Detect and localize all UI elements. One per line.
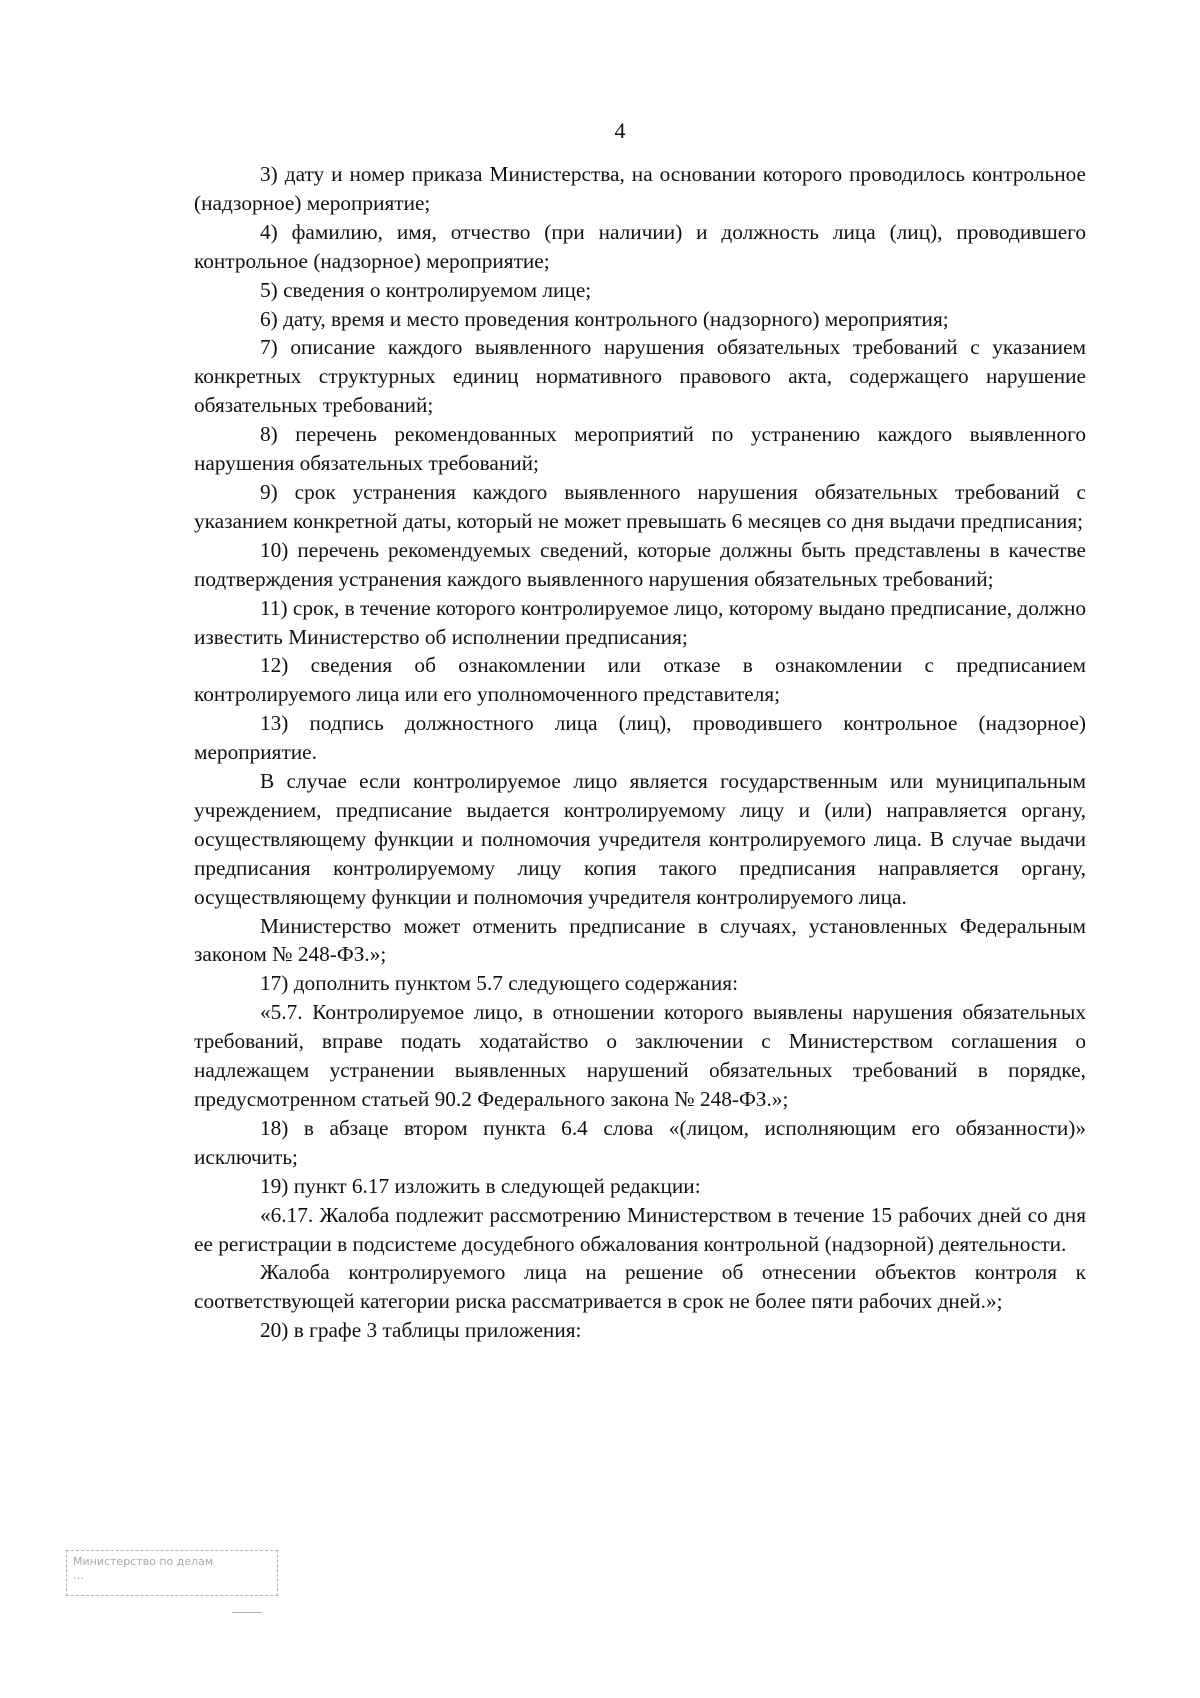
stamp-text-2: … bbox=[73, 1569, 84, 1582]
paragraph-amendment-19: 19) пункт 6.17 изложить в следующей редакции: bbox=[260, 1173, 701, 1198]
paragraph-item-12: 12) сведения об ознакомлении или отказе в ознакомлении с предписанием контролируемого лица или его уполномоченного представителя; bbox=[194, 653, 1086, 707]
paragraph-clause-5-7: «5.7. Контролируемое лицо, в отношении которого выявлены нарушения обязательных требований, вправе подать ходатайство о заключении с Министерством соглашения о надлежащем устранении выявленных нарушений обязательных требований в порядке, предусмотренном статьей 90.2 Федерального закона № 248-ФЗ.»; bbox=[194, 1000, 1086, 1111]
paragraph-item-13: 13) подпись должностного лица (лиц), проводившего контрольное (надзорное) мероприятие. bbox=[194, 711, 1086, 765]
paragraph-item-11: 11) срок, в течение которого контролируемое лицо, которому выдано предписание, должно известить Министерство об исполнении предписания; bbox=[194, 595, 1086, 649]
paragraph-complaint-risk: Жалоба контролируемого лица на решение об отнесении объектов контроля к соответствующей категории риска рассматривается в срок не более пяти рабочих дней.»; bbox=[194, 1260, 1086, 1314]
paragraph-item-3: 3) дату и номер приказа Министерства, на основании которого проводилось контрольное (надзорное) мероприятие; bbox=[194, 162, 1086, 215]
paragraph-item-4: 4) фамилию, имя, отчество (при наличии) и должность лица (лиц), проводившего контрольное (надзорное) мероприятие; bbox=[194, 219, 1086, 273]
paragraph-item-7: 7) описание каждого выявленного нарушения обязательных требований с указанием конкретных структурных единиц нормативного правового акта, содержащего нарушение обязательных требований; bbox=[194, 335, 1086, 418]
paragraph-amendment-17: 17) дополнить пунктом 5.7 следующего содержания: bbox=[260, 971, 739, 996]
paragraph-item-5: 5) сведения о контролируемом лице; bbox=[260, 277, 592, 302]
paragraph-item-9: 9) срок устранения каждого выявленного нарушения обязательных требований с указанием конкретной даты, который не может превышать 6 месяцев со дня выдачи предписания; bbox=[194, 479, 1086, 533]
paragraph-item-10: 10) перечень рекомендуемых сведений, которые должны быть представлены в качестве подтверждения устранения каждого выявленного нарушения обязательных требований; bbox=[194, 537, 1086, 591]
stamp-mark bbox=[232, 1612, 262, 1613]
paragraph-amendment-20: 20) в графе 3 таблицы приложения: bbox=[260, 1318, 582, 1343]
paragraph-state-institution: В случае если контролируемое лицо является государственным или муниципальным учреждением, предписание выдается контролируемому лицу и (или) направляется органу, осуществляющему функции и полномочия учредителя контролируемого лица. В случае выдачи предписания контролируемому лицу копия такого предписания направляется органу, осуществляющему функции и полномочия учредителя контролируемого лица. bbox=[194, 769, 1086, 909]
paragraph-amendment-18: 18) в абзаце втором пункта 6.4 слова «(лицом, исполняющим его обязанности)» исключить; bbox=[194, 1115, 1086, 1169]
paragraph-item-8: 8) перечень рекомендованных мероприятий по устранению каждого выявленного нарушения обязательных требований; bbox=[194, 422, 1086, 476]
stamp-text: Министерство по делам bbox=[73, 1555, 214, 1568]
paragraph-clause-6-17: «6.17. Жалоба подлежит рассмотрению Министерством в течение 15 рабочих дней со дня ее регистрации в подсистеме досудебного обжалования контрольной (надзорной) деятельности. bbox=[194, 1202, 1086, 1256]
registration-stamp bbox=[66, 1550, 278, 1596]
document-body bbox=[194, 160, 1086, 1345]
page-number: 4 bbox=[614, 118, 626, 143]
paragraph-item-6: 6) дату, время и место проведения контрольного (надзорного) мероприятия; bbox=[260, 306, 949, 331]
paragraph-cancel-order: Министерство может отменить предписание в случаях, установленных Федеральным законом № 248-ФЗ.»; bbox=[194, 913, 1086, 967]
